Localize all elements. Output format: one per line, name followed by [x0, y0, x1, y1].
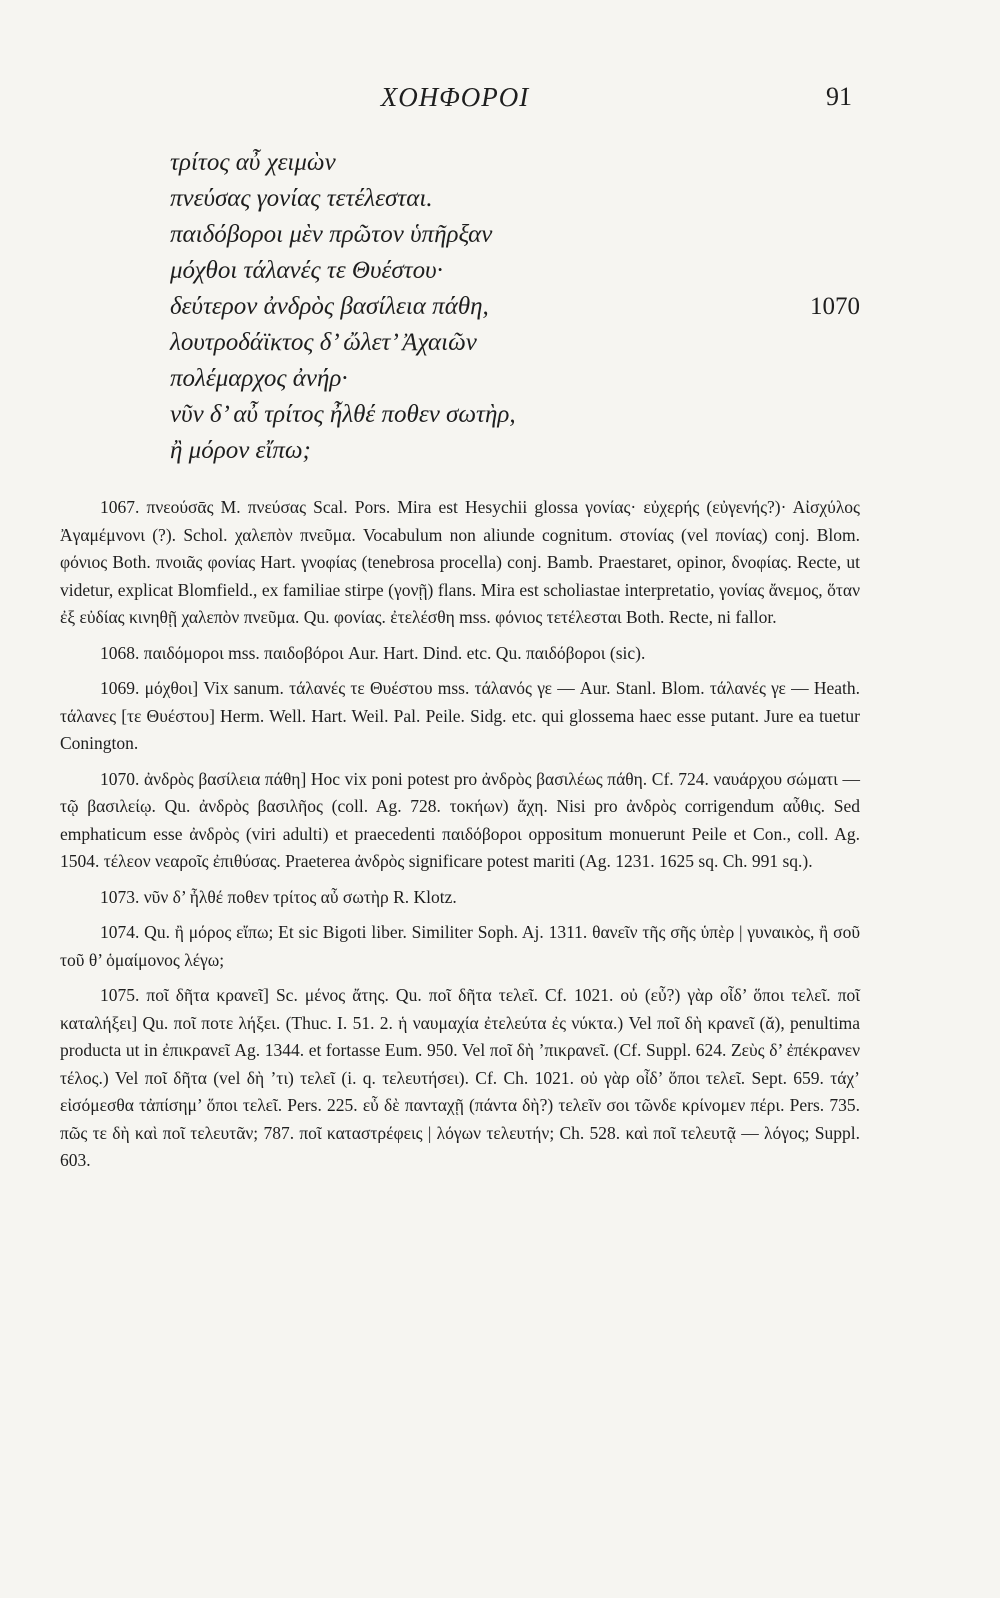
note-1074: 1074. Qu. ἢ μόρος εἴπω; Et sic Bigoti liber. Similiter Soph. Aj. 1311. θανεῖν τῆς σῆς ὑπὲρ | γυναικὸς, ἢ σοῦ τοῦ θ’ ὁμαίμονος λέγω;: [60, 922, 860, 970]
page-number: 91: [826, 82, 852, 111]
note-1073: 1073. νῦν δ’ ἦλθέ ποθεν τρίτος αὖ σωτὴρ R. Klotz.: [100, 886, 457, 907]
verse-line: [170, 145, 860, 181]
verse-text: παιδόβοροι μὲν πρῶτον ὑπῆρξαν: [170, 221, 493, 248]
note-1070: 1070. ἀνδρὸς βασίλεια πάθη] Hoc vix poni potest pro ἀνδρὸς βασιλέως πάθη. Cf. 724. ναυάρχου σώματι — τῷ βασιλείῳ. Qu. ἀνδρὸς βασιλῆος (coll. Ag. 728. τοκήων) ἄχη. Nisi pro ἀνδρὸς corrigendum αὖθις. Sed emphaticum esse ἀνδρὸς (viri adulti) et praecedenti παιδόβοροι oppositum monuerunt Peile et Con., coll. Ag. 1504. τέλεον νεαροῖς ἐπιθύσας. Praeterea ἀνδρὸς significare potest mariti (Ag. 1231. 1625 sq. Ch. 991 sq.).: [60, 768, 860, 871]
verse-line: [170, 181, 860, 217]
verse-text: ἢ μόρον εἴπω;: [170, 437, 311, 464]
verse-text: δεύτερον ἀνδρὸς βασίλεια πάθη,: [170, 293, 489, 320]
critical-notes: [60, 494, 860, 1183]
note-1067: 1067. πνεούσᾱς M. πνεύσας Scal. Pors. Mira est Hesychii glossa γονίας· εὐχερής (εὐγενής?)· Αἰσχύλος Ἀγαμέμνονι (?). Schol. χαλεπὸν πνεῦμα. Vocabulum non aliunde cognitum. στονίας (vel πονίας) conj. Blom. φόνιος Both. πνοιᾶς φονίας Hart. γνοφίας (tenebrosa procella) conj. Bamb. Praestaret, opinor, δνοφίας. Recte, ut videtur, explicat Blomfield., ex familiae stirpe (γονῇ) flans. Mira est scholiastae interpretatio, γονίας ἄνεμος, ὅταν ἐξ εὐδίας κινηθῇ χαλεπὸν πνεῦμα. Qu. φονίας. ἐτελέσθη mss. φόνιος τετέλεσται Both. Recte, ni fallor.: [60, 497, 860, 627]
verse-line: [170, 289, 860, 325]
running-title: ΧΟΗΦΟΡΟΙ: [380, 82, 530, 112]
verse-line: [170, 253, 860, 289]
verse-line: [170, 325, 860, 361]
verse-text: λουτροδάϊκτος δ’ ὤλετ’ Ἀχαιῶν: [170, 329, 477, 356]
line-number: 1070: [810, 293, 860, 320]
verse-line: [170, 217, 860, 253]
verse-line: [170, 361, 860, 397]
note-1075: 1075. ποῖ δῆτα κρανεῖ] Sc. μένος ἄτης. Qu. ποῖ δῆτα τελεῖ. Cf. 1021. οὐ (εὖ?) γὰρ οἶδ’ ὅποι τελεῖ. ποῖ καταλήξει] Qu. ποῖ ποτε λήξει. (Thuc. I. 51. 2. ἡ ναυμαχία ἐτελεύτα ἐς νύκτα.) Vel ποῖ δὴ κρανεῖ (ᾰ), penultima producta ut in ἐπικρανεῖ Ag. 1344. et fortasse Eum. 950. Vel ποῖ δὴ ’πικρανεῖ. (Cf. Suppl. 624. Ζεὺς δ’ ἐπέκρανεν τέλος.) Vel ποῖ δῆτα (vel δὴ ’τι) τελεῖ (i. q. τελευτήσει). Cf. Ch. 1021. οὐ γὰρ οἶδ’ ὅποι τελεῖ. Sept. 659. τάχ’ εἰσόμεσθα τἀπίσημ’ ὅποι τελεῖ. Pers. 225. εὖ δὲ πανταχῇ (πάντα δὴ?) τελεῖν σοι τῶνδε κρίνομεν πέρι. Pers. 735. πῶς τε δὴ καὶ ποῖ τελευτᾶν; 787. ποῖ καταστρέφεις | λόγων τελευτήν; Ch. 528. καὶ ποῖ τελευτᾷ — λόγος; Suppl. 603.: [60, 985, 860, 1170]
verse-line: [170, 433, 860, 469]
verse-text: πνεύσας γονίας τετέλεσται.: [170, 185, 433, 212]
note-1068: 1068. παιδόμοροι mss. παιδοβόροι Aur. Hart. Dind. etc. Qu. παιδόβοροι (sic).: [100, 642, 646, 663]
verse-block: [170, 145, 860, 469]
verse-text: τρίτος αὖ χειμὼν: [170, 149, 336, 176]
verse-line: [170, 397, 860, 433]
verse-text: μόχθοι τάλανές τε Θυέστου·: [170, 257, 443, 284]
verse-text: νῦν δ’ αὖ τρίτος ἦλθέ ποθεν σωτὴρ,: [170, 401, 516, 428]
verse-text: πολέμαρχος ἀνήρ·: [170, 365, 348, 392]
page-header: [60, 82, 850, 122]
note-1069: 1069. μόχθοι] Vix sanum. τάλανές τε Θυέστου mss. τάλανός γε — Aur. Stanl. Blom. τάλανές γε — Heath. τάλανες [τε Θυέστου] Herm. Well. Hart. Weil. Pal. Peile. Sidg. etc. qui glossema haec esse putant. Jure ea tuetur Conington.: [60, 678, 860, 753]
